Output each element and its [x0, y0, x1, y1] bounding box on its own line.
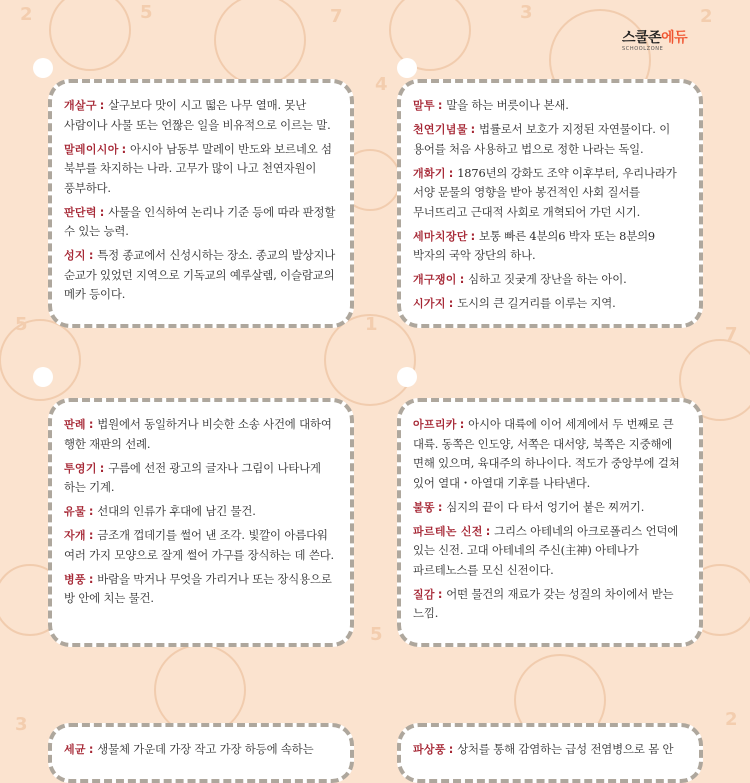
- vocab-card-6: [397, 723, 703, 783]
- vocab-definition: 심지의 끝이 다 타서 엉기어 붙은 찌꺼기.: [446, 499, 645, 514]
- vocab-entry: 시가지 : 도시의 큰 길거리를 이루는 지역.: [413, 296, 616, 310]
- vocab-entry: 병풍 : 바람을 막거나 무엇을 가리거나 또는 장식용으로 방 안에 치는 물건.: [64, 571, 332, 605]
- svg-text:7: 7: [725, 324, 738, 345]
- vocab-entry: 개살구 : 살구보다 맛이 시고 떫은 나무 열매. 못난 사람이나 사물 또는 언짢은 일을 비유적으로 이르는 말.: [64, 98, 331, 132]
- logo-text-c: 에듀: [661, 30, 688, 46]
- vocab-term: 천연기념물: [413, 123, 468, 136]
- vocab-term: 시가지: [413, 297, 446, 310]
- logo-subtext: SCHOOLZONE: [622, 46, 664, 52]
- svg-text:5: 5: [140, 2, 153, 23]
- vocab-card-2: [397, 79, 703, 328]
- vocab-entry: 아프리카 : 아시아 대륙에 이어 세계에서 두 번째로 큰 대륙. 동쪽은 인도양, 서쪽은 대서양, 북쪽은 지중해에 면해 있으며, 육대주의 하나이다. 적도가 중앙부에 걸쳐 있어 열대・아열대 기후를 나타낸다.: [413, 417, 680, 490]
- vocab-card-5: [48, 723, 354, 783]
- vocab-card-4: [397, 398, 703, 647]
- vocab-term: 파르테논 신전: [413, 524, 483, 538]
- vocab-definition: 사물을 인식하여 논리나 기준 등에 따라 판정할 수 있는 능력.: [64, 204, 336, 238]
- vocab-definition: 선대의 인류가 후대에 남긴 물건.: [97, 504, 256, 518]
- vocab-term: 질감: [413, 587, 435, 601]
- vocab-definition: 어떤 물건의 재료가 갖는 성질의 차이에서 받는 느낌.: [413, 586, 674, 620]
- vocab-definition: 도시의 큰 길거리를 이루는 지역.: [457, 296, 616, 310]
- vocab-card-3: [48, 398, 354, 647]
- binder-hole: [397, 58, 417, 78]
- vocab-definition: 구름에 선전 광고의 글자나 그림이 나타나게 하는 기계.: [64, 460, 321, 494]
- vocab-entry: 세균 : 생물체 가운데 가장 작고 가장 하등에 속하는: [64, 742, 314, 756]
- vocab-entry: 질감 : 어떤 물건의 재료가 갖는 성질의 차이에서 받는 느낌.: [413, 586, 674, 620]
- vocab-definition: 생물체 가운데 가장 작고 가장 하등에 속하는: [97, 742, 314, 756]
- vocab-card-1: [48, 79, 354, 328]
- vocab-definition: 살구보다 맛이 시고 떫은 나무 열매. 못난 사람이나 사물 또는 언짢은 일을 비유적으로 이르는 말.: [64, 98, 331, 132]
- svg-text:2: 2: [725, 709, 738, 730]
- vocab-term: 개구쟁이: [413, 273, 457, 286]
- vocab-entry: 개화기 : 1876년의 강화도 조약 이후부터, 우리나라가 서양 문물의 영향을 받아 봉건적인 사회 질서를 무너뜨리고 근대적 사회로 개혁되어 가던 시기.: [413, 165, 677, 219]
- svg-text:1: 1: [365, 314, 378, 335]
- vocab-definition: 그리스 아테네의 아크로폴리스 언덕에 있는 신전. 고대 아테네의 주신(主神) 아테나가 파르테노스를 모신 신전이다.: [413, 523, 679, 577]
- vocab-definition: 특정 종교에서 신성시하는 장소. 종교의 발상지나 순교가 있었던 지역으로 기독교의 예루살렘, 이슬람교의 메카 등이다.: [64, 248, 336, 301]
- logo-text-b: 존: [648, 30, 662, 46]
- vocab-definition: 상처를 통해 감염하는 급성 전염병으로 몸 안: [457, 742, 674, 756]
- vocab-entry: 개구쟁이 : 심하고 짓궂게 장난을 하는 아이.: [413, 272, 627, 286]
- vocab-entry: 판단력 : 사물을 인식하여 논리나 기준 등에 따라 판정할 수 있는 능력.: [64, 204, 336, 238]
- svg-text:2: 2: [20, 4, 33, 25]
- vocab-term: 유물: [64, 505, 86, 518]
- vocab-term: 개화기: [413, 166, 446, 180]
- svg-text:7: 7: [330, 6, 343, 27]
- svg-text:5: 5: [370, 624, 383, 645]
- vocab-entry: 유물 : 선대의 인류가 후대에 남긴 물건.: [64, 504, 256, 518]
- vocab-term: 병풍: [64, 572, 86, 586]
- vocab-entry: 투영기 : 구름에 선전 광고의 글자나 그림이 나타나게 하는 기계.: [64, 460, 321, 494]
- vocab-definition: 금조개 껍데기를 썰어 낸 조각. 빛깔이 아름다워 여러 가지 모양으로 잘게 썰어 가구를 장식하는 데 쓴다.: [64, 528, 335, 562]
- logo-text-a: 스쿨: [622, 30, 649, 46]
- vocab-definition: 법률로서 보호가 지정된 자연물이다. 이 용어를 처음 사용하고 법으로 정한 나라는 독일.: [413, 122, 671, 156]
- vocab-term: 성지: [64, 249, 86, 262]
- vocab-term: 불똥: [413, 500, 435, 514]
- binder-hole: [33, 367, 53, 387]
- vocab-definition: 보통 빠른 4분의6 박자 또는 8분의9 박자의 국악 장단의 하나.: [413, 228, 656, 262]
- vocab-entry: 말투 : 말을 하는 버릇이나 본새.: [413, 98, 569, 112]
- svg-text:3: 3: [520, 2, 533, 23]
- vocab-term: 아프리카: [413, 418, 457, 431]
- vocab-definition: 아시아 대륙에 이어 세계에서 두 번째로 큰 대륙. 동쪽은 인도양, 서쪽은 대서양, 북쪽은 지중해에 면해 있으며, 육대주의 하나이다. 적도가 중앙부에 걸쳐 있어 열대・아열대 기후를 나타낸다.: [413, 417, 680, 490]
- vocab-entry: 천연기념물 : 법률로서 보호가 지정된 자연물이다. 이 용어를 처음 사용하고 법으로 정한 나라는 독일.: [413, 122, 671, 156]
- vocab-term: 개살구: [64, 99, 97, 112]
- svg-text:5: 5: [15, 314, 28, 335]
- vocab-entry: 판례 : 법원에서 동일하거나 비슷한 소송 사건에 대하여 행한 재판의 선례.: [64, 417, 332, 451]
- vocab-definition: 바람을 막거나 무엇을 가리거나 또는 장식용으로 방 안에 치는 물건.: [64, 571, 332, 605]
- binder-hole: [33, 58, 53, 78]
- vocab-definition: 심하고 짓궂게 장난을 하는 아이.: [468, 272, 627, 286]
- vocab-definition: 1876년의 강화도 조약 이후부터, 우리나라가 서양 문물의 영향을 받아 봉건적인 사회 질서를 무너뜨리고 근대적 사회로 개혁되어 가던 시기.: [413, 165, 677, 219]
- vocab-term: 판단력: [64, 205, 97, 219]
- vocab-term: 세마치장단: [413, 229, 468, 243]
- vocab-entry: 세마치장단 : 보통 빠른 4분의6 박자 또는 8분의9 박자의 국악 장단의 하나.: [413, 228, 656, 262]
- vocab-definition: 법원에서 동일하거나 비슷한 소송 사건에 대하여 행한 재판의 선례.: [64, 417, 332, 451]
- vocab-definition: 말을 하는 버릇이나 본새.: [446, 98, 569, 112]
- vocab-term: 파상풍: [413, 743, 446, 756]
- vocab-entry: 자개 : 금조개 껍데기를 썰어 낸 조각. 빛깔이 아름다워 여러 가지 모양으로 잘게 썰어 가구를 장식하는 데 쓴다.: [64, 528, 335, 562]
- vocab-entry: 성지 : 특정 종교에서 신성시하는 장소. 종교의 발상지나 순교가 있었던 지역으로 기독교의 예루살렘, 이슬람교의 메카 등이다.: [64, 248, 336, 301]
- svg-text:4: 4: [375, 74, 388, 95]
- vocab-entry: 파르테논 신전 : 그리스 아테네의 아크로폴리스 언덕에 있는 신전. 고대 아테네의 주신(主神) 아테나가 파르테노스를 모신 신전이다.: [413, 523, 679, 577]
- logo-wordmark: [622, 31, 687, 46]
- vocab-entry: 말레이시아 : 아시아 남동부 말레이 반도와 보르네오 섬 북부를 차지하는 나라. 고무가 많이 나고 천연자원이 풍부하다.: [64, 141, 332, 195]
- binder-hole: [397, 367, 417, 387]
- vocab-term: 말투: [413, 99, 435, 112]
- svg-text:2: 2: [700, 6, 713, 27]
- svg-text:3: 3: [15, 714, 28, 735]
- vocab-term: 투영기: [64, 461, 97, 475]
- brand-logo: [622, 31, 687, 52]
- vocab-term: 말레이시아: [64, 142, 119, 156]
- vocab-definition: 아시아 남동부 말레이 반도와 보르네오 섬 북부를 차지하는 나라. 고무가 많이 나고 천연자원이 풍부하다.: [64, 141, 332, 195]
- vocab-term: 세균: [64, 743, 86, 756]
- vocab-entry: 파상풍 : 상처를 통해 감염하는 급성 전염병으로 몸 안: [413, 742, 674, 756]
- vocab-entry: 불똥 : 심지의 끝이 다 타서 엉기어 붙은 찌꺼기.: [413, 499, 645, 514]
- vocab-term: 판례: [64, 418, 86, 431]
- vocab-term: 자개: [64, 529, 86, 542]
